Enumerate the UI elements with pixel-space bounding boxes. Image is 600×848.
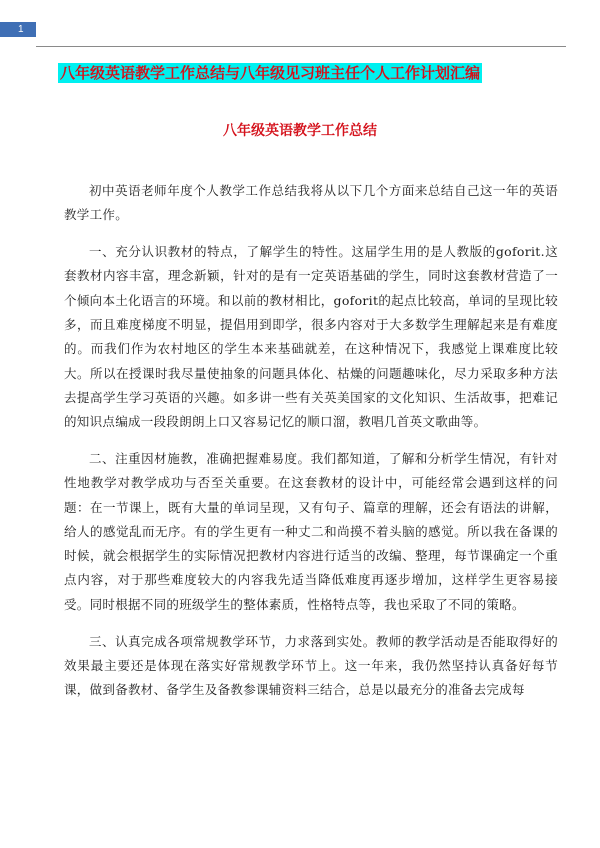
header-divider [36, 46, 566, 47]
paragraph-point-2: 二、注重因材施教，准确把握难易度。我们都知道，了解和分析学生情况，有针对性地教学对教学成功与否至关重要。在这套教材的设计中，可能经常会遇到这样的问题：在一节课上，既有大量的单词呈现，又有句子、篇章的理解，还会有语法的讲解，给人的感觉乱而无序。有的学生更有一种丈二和尚摸不着头脑的感觉。所以我在备课的时候，就会根据学生的实际情况把教材内容进行适当的改编、整理，每节课确定一个重点内容，对于那些难度较大的内容我先适当降低难度再逐步增加，这样学生更容易接受。同时根据不同的班级学生的整体素质，性格特点等，我也采取了不同的策略。 [64, 450, 558, 612]
paragraph-intro: 初中英语老师年度个人教学工作总结我将从以下几个方面来总结自己这一年的英语教学工作。 [64, 183, 558, 223]
document-title: 八年级英语教学工作总结与八年级见习班主任个人工作计划汇编 [60, 64, 481, 82]
paragraph-point-1: 一、充分认识教材的特点，了解学生的特性。这届学生用的是人教版的goforit.这套教材内容丰富，理念新颖，针对的是有一定英语基础的学生，同时这套教材营造了一个倾向本土化语言的环境。和以前的教材相比，goforit的起点比较高，单词的呈现比较多，而且难度梯度不明显，提倡用到即学，很多内容对于大多数学生理解起来是有难度的。而我们作为农村地区的学生本来基础就差，在这种情况下，我感觉上课难度比较大。所以在授课时我尽量使抽象的问题具体化、枯燥的问题趣味化，尽力采取多种方法去提高学生学习英语的兴趣。如多讲一些有关英美国家的文化知识、生活故事，把难记的知识点编成一段段朗朗上口又容易记忆的顺口溜，教唱几首英文歌曲等。 [64, 244, 558, 430]
section-title: 八年级英语教学工作总结 [223, 123, 377, 139]
body-text [64, 179, 558, 715]
page-number: 1 [0, 22, 36, 37]
paragraph-point-3: 三、认真完成各项常规教学环节，力求落到实处。教师的教学活动是否能取得好的效果最主要还是体现在落实好常规教学环节上。这一年来，我仍然坚持认真备好每节课，做到备教材、备学生及备教参课辅资料三结合，总是以最充分的准备去完成每 [64, 633, 558, 698]
